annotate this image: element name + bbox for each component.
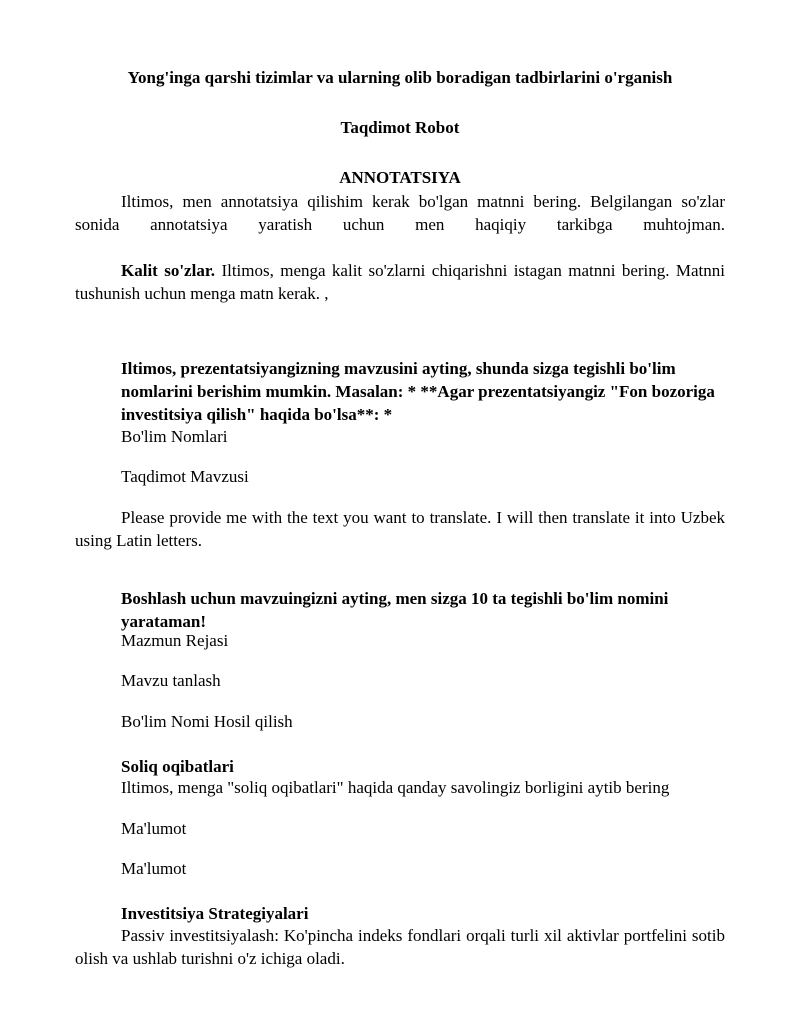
- section4-heading: Investitsiya Strategiyalari: [121, 904, 309, 923]
- document-title: Yong'inga qarshi tizimlar va ularning olib boradigan tadbirlarini o'rganish: [127, 68, 673, 87]
- section2-line-mazmun-rejasi: Mazmun Rejasi: [121, 631, 229, 650]
- keywords-label: Kalit so'zlar.: [121, 261, 216, 280]
- section4-paragraph: Passiv investitsiyalash: Ko'pincha indeks fondlari orqali turli xil aktivlar portfelini sotib olish va ushlab turishni o'z ichiga oladi.: [75, 926, 725, 968]
- section3-line-question: Iltimos, menga "soliq oqibatlari" haqida qanday savolingiz borligini aytib bering: [121, 778, 670, 797]
- section2-line-bolim-nomi: Bo'lim Nomi Hosil qilish: [121, 712, 293, 731]
- section2-line-mavzu-tanlash: Mavzu tanlash: [121, 671, 221, 690]
- annotation-paragraph: Iltimos, men annotatsiya qilishim kerak bo'lgan matnni bering. Belgilangan so'zlar sonida annotatsiya yaratish uchun men haqiqiy tarkibga muhtojman.: [75, 192, 725, 234]
- keywords-text: Iltimos, menga kalit so'zlarni chiqarishni istagan matnni bering. Matnni tushunish uchun menga matn kerak. ,: [75, 261, 725, 303]
- section3-line-malumot-2: Ma'lumot: [121, 859, 187, 878]
- section1-line-taqdimot-mavzusi: Taqdimot Mavzusi: [121, 467, 249, 486]
- annotation-heading: ANNOTATSIYA: [339, 168, 461, 187]
- document-subtitle: Taqdimot Robot: [340, 118, 460, 137]
- section1-heading: Iltimos, prezentatsiyangizning mavzusini ayting, shunda sizga tegishli bo'lim nomlarini berishim mumkin. Masalan: * **Agar prezentatsiyangiz "Fon bozoriga investitsiya qilish" haqida bo'lsa**: *: [121, 359, 715, 424]
- section2-heading: Boshlash uchun mavzuingizni ayting, men sizga 10 ta tegishli bo'lim nomini yarataman!: [121, 589, 669, 631]
- keywords-paragraph: [75, 259, 725, 305]
- section3-heading: Soliq oqibatlari: [121, 757, 234, 776]
- section1-line-bolim-nomlari: Bo'lim Nomlari: [121, 427, 228, 446]
- section1-paragraph: Please provide me with the text you want to translate. I will then translate it into Uzbek using Latin letters.: [75, 508, 725, 550]
- section3-line-malumot-1: Ma'lumot: [121, 819, 187, 838]
